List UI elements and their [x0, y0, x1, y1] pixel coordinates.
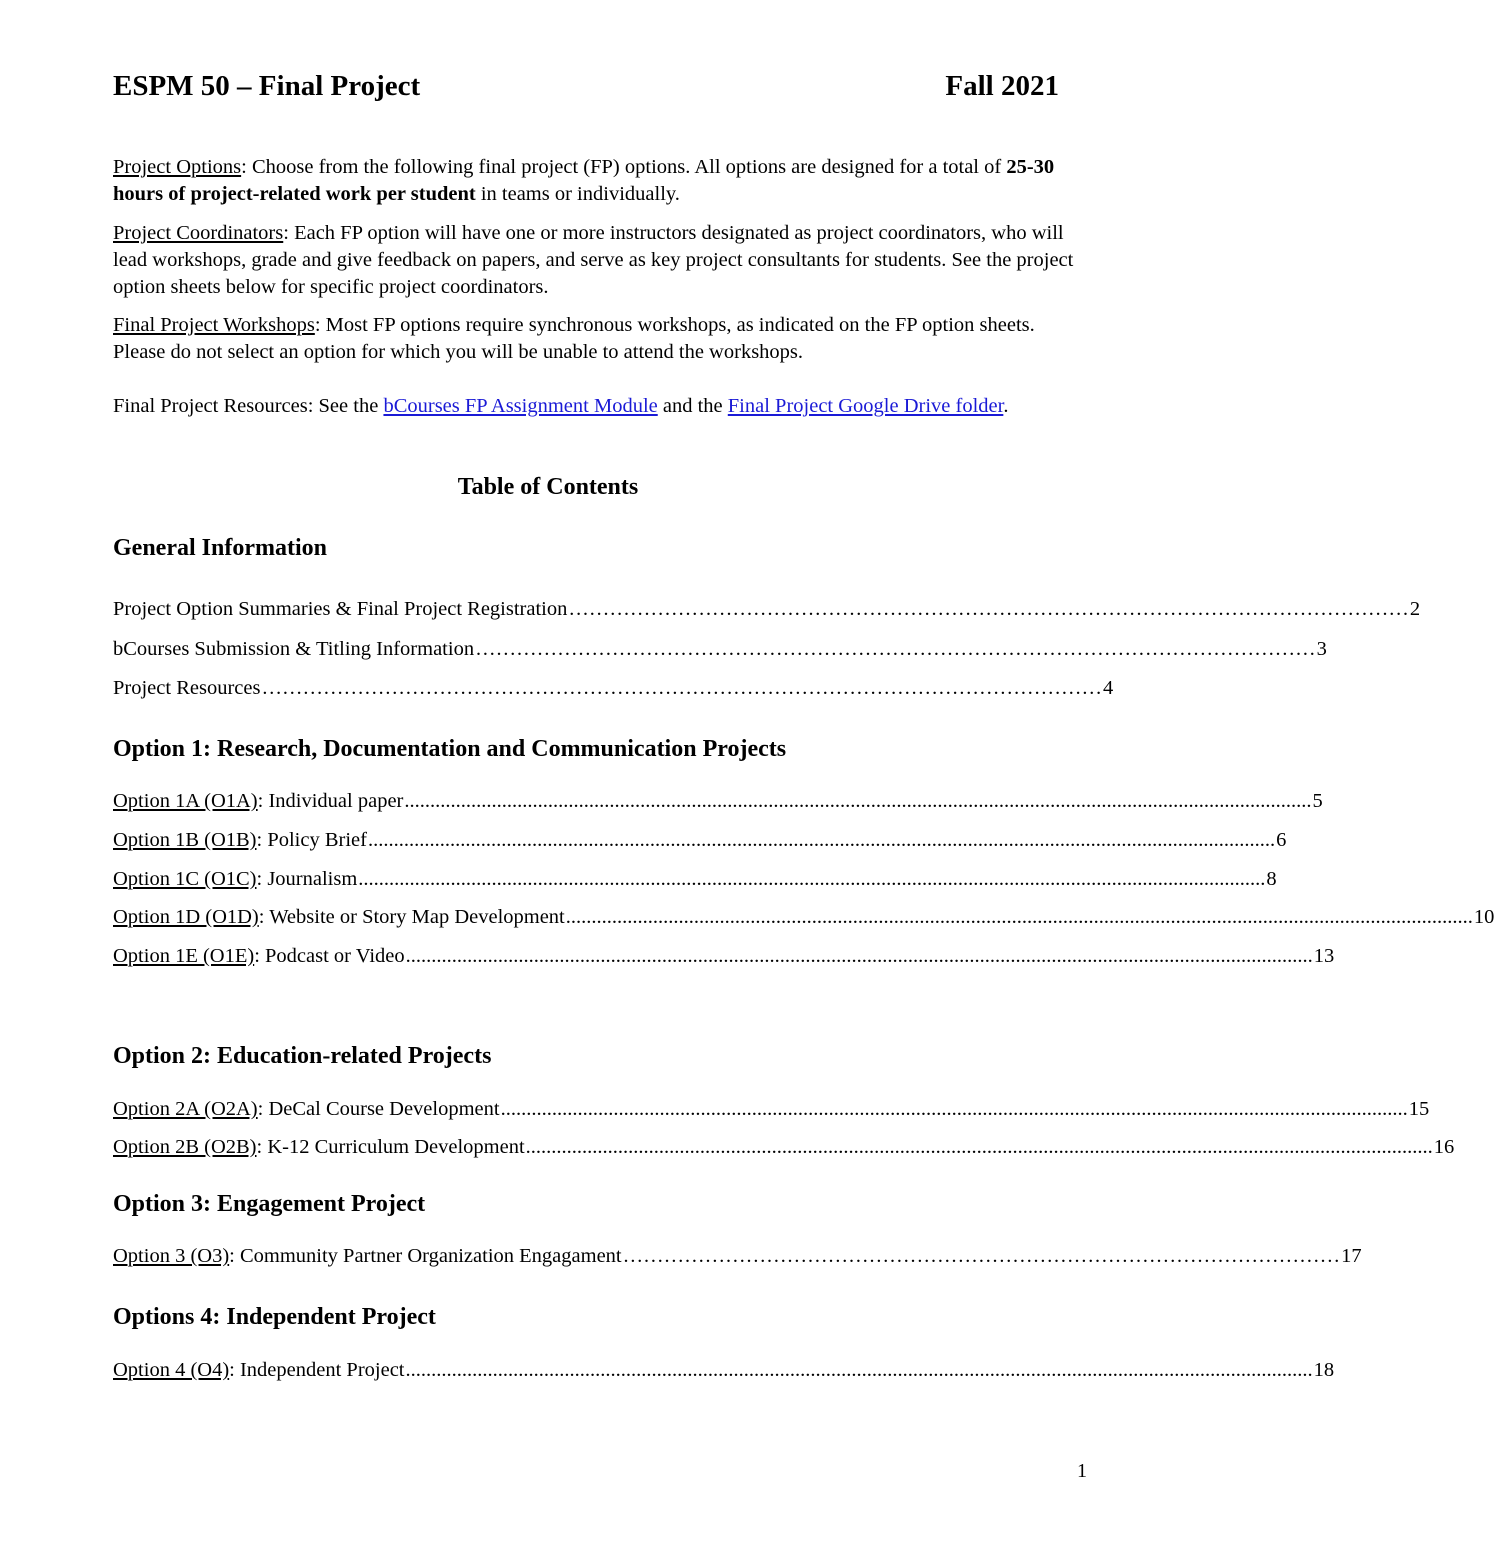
toc-page-number: 18: [1313, 1359, 1335, 1381]
term-label: Fall 2021: [945, 70, 1059, 102]
bcourses-module-link[interactable]: bCourses FP Assignment Module: [383, 395, 658, 417]
toc-row[interactable]: [113, 1359, 1335, 1382]
project-coordinators-text: : Each FP option will have one or more instructors designated as project coordinators, who will lead workshops, grade and give feedback on papers, and serve as key project consultants for students. See the project option sheets below for specific project coordinators.: [113, 222, 1074, 298]
toc-page-number: 8: [1266, 868, 1277, 890]
toc-leader: .................................................................................................................................................................................: [405, 1359, 1313, 1381]
toc-page-number: 16: [1433, 1136, 1455, 1158]
toc-row[interactable]: [113, 1136, 1455, 1159]
toc-page-number: 15: [1408, 1098, 1430, 1120]
option2-heading: Option 2: Education-related Projects: [113, 1043, 492, 1069]
toc-page-number: 2: [1409, 598, 1421, 620]
toc-leader: ……………………………………………………………………………………………: [622, 1245, 1341, 1267]
toc-page-number: 3: [1316, 638, 1327, 660]
option-code: Option 1B (O1B): [113, 829, 257, 851]
document-title: ESPM 50 – Final Project: [113, 70, 421, 102]
toc-leader: ……………………………………………………………………………………………………………: [568, 598, 1409, 620]
project-coordinators-label: Project Coordinators: [113, 222, 284, 244]
toc-entry-label: : Journalism: [256, 868, 358, 890]
project-options-paragraph: [113, 154, 1088, 208]
toc-entry-label: : Independent Project: [229, 1359, 405, 1381]
toc-page-number: 17: [1341, 1245, 1362, 1267]
toc-page-number: 10: [1473, 906, 1494, 928]
option-code: Option 1C (O1C): [113, 868, 257, 890]
option3-heading: Option 3: Engagement Project: [113, 1191, 426, 1217]
toc-page-number: 5: [1312, 790, 1323, 812]
toc-page-number: 13: [1313, 945, 1335, 967]
toc-row[interactable]: [113, 829, 1287, 852]
hours-emphasis: 25-30 hours of project-related work per student: [113, 156, 1055, 205]
toc-entry-label: bCourses Submission & Titling Information: [113, 638, 475, 660]
toc-entry-label: : Community Partner Organization Engagament: [229, 1245, 622, 1267]
toc-leader: ……………………………………………………………………………………………………………: [475, 638, 1316, 660]
option-code: Option 4 (O4): [113, 1359, 230, 1381]
toc-entry-label: : DeCal Course Development: [257, 1098, 500, 1120]
toc-row[interactable]: [113, 638, 1327, 661]
toc-leader: .................................................................................................................................................................................: [500, 1098, 1408, 1120]
toc-entry-label: : Website or Story Map Development: [258, 906, 565, 928]
toc-row[interactable]: [113, 1098, 1430, 1121]
toc-page-number: 4: [1102, 677, 1114, 699]
project-options-text-end: in teams or individually.: [475, 183, 680, 205]
toc-entry-label: : Podcast or Video: [254, 945, 405, 967]
toc-leader: .................................................................................................................................................................................: [565, 906, 1473, 928]
toc-row[interactable]: [113, 790, 1323, 813]
resources-text-and: and the: [657, 395, 728, 417]
toc-leader: .................................................................................................................................................................................: [404, 790, 1312, 812]
toc-entry-label: Project Option Summaries & Final Project Registration: [113, 598, 568, 620]
toc-entry-label: : K-12 Curriculum Development: [256, 1136, 525, 1158]
project-options-text: : Choose from the following final project (FP) options. All options are designed for a total of: [241, 156, 1007, 178]
option-code: Option 3 (O3): [113, 1245, 230, 1267]
page-number: 1: [1077, 1460, 1087, 1482]
final-project-resources-paragraph: [113, 393, 1088, 420]
final-project-workshops-paragraph: [113, 312, 1088, 366]
option-code: Option 1D (O1D): [113, 906, 259, 928]
toc-leader: .................................................................................................................................................................................: [405, 945, 1313, 967]
option1-heading: Option 1: Research, Documentation and Communication Projects: [113, 736, 787, 762]
toc-entry-label: : Policy Brief: [256, 829, 367, 851]
toc-row[interactable]: [113, 868, 1277, 891]
toc-page-number: 6: [1276, 829, 1287, 851]
toc-entry-label: Project Resources: [113, 677, 261, 699]
toc-row[interactable]: [113, 677, 1114, 700]
toc-leader: .................................................................................................................................................................................: [358, 868, 1266, 890]
toc-title: Table of Contents: [457, 474, 639, 500]
general-information-heading: General Information: [113, 535, 327, 561]
option4-heading: Options 4: Independent Project: [113, 1304, 436, 1330]
toc-leader: ……………………………………………………………………………………………………………: [261, 677, 1102, 699]
toc-row[interactable]: [113, 1245, 1362, 1268]
option-code: Option 2A (O2A): [113, 1098, 258, 1120]
resources-text-end: .: [1003, 395, 1009, 417]
toc-row[interactable]: [113, 598, 1421, 621]
project-coordinators-paragraph: [113, 220, 1088, 301]
option-code: Option 1E (O1E): [113, 945, 255, 967]
project-options-label: Project Options: [113, 156, 242, 178]
toc-leader: .................................................................................................................................................................................: [367, 829, 1276, 851]
resources-text: Final Project Resources: See the: [113, 395, 384, 417]
toc-leader: .................................................................................................................................................................................: [525, 1136, 1433, 1158]
final-project-workshops-text: : Most FP options require synchronous workshops, as indicated on the FP option sheets. Please do not select an option for which you will be unable to attend the workshops.: [113, 314, 1035, 363]
final-project-workshops-label: Final Project Workshops: [113, 314, 315, 336]
toc-entry-label: : Individual paper: [257, 790, 404, 812]
toc-row[interactable]: [113, 945, 1335, 968]
option-code: Option 2B (O2B): [113, 1136, 257, 1158]
google-drive-folder-link[interactable]: Final Project Google Drive folder: [727, 395, 1004, 417]
toc-row[interactable]: [113, 906, 1494, 929]
option-code: Option 1A (O1A): [113, 790, 258, 812]
